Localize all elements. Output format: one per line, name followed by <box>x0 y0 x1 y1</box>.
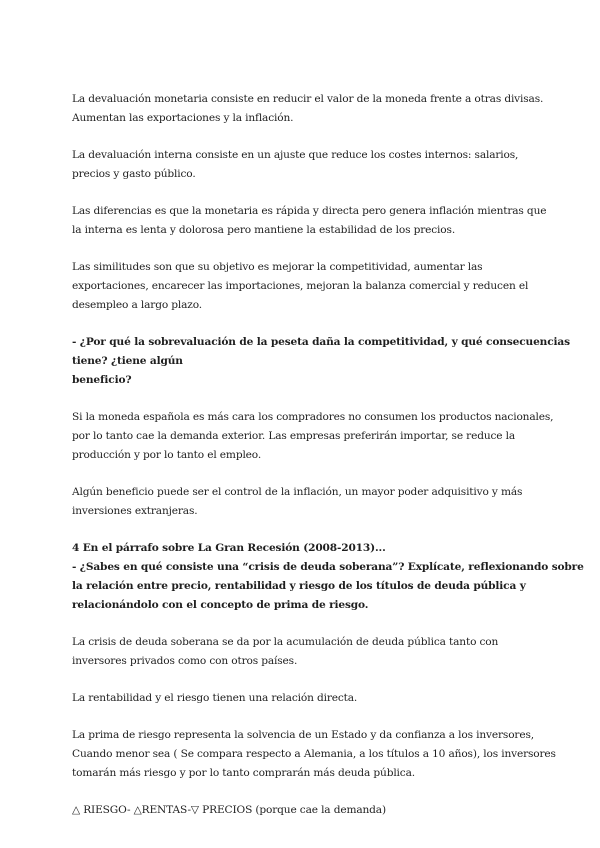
text-line: Cuando menor sea ( Se compara respecto a Alemania, a los títulos a 10 años), los inversores <box>72 748 556 760</box>
question-line: 4 En el párrafo sobre La Gran Recesión (2008-2013)... <box>72 542 386 554</box>
answer-prima-riesgo <box>72 726 556 783</box>
text-line: exportaciones, encarecer las importaciones, mejoran la balanza comercial y reducen el <box>72 280 529 292</box>
text-line: La rentabilidad y el riesgo tienen una relación directa. <box>72 692 358 704</box>
question-deuda-soberana <box>72 539 584 615</box>
text-line: la interna es lenta y dolorosa pero mantiene la estabilidad de los precios. <box>72 224 456 236</box>
paragraph-devaluacion-interna <box>72 146 534 184</box>
text-line: desempleo a largo plazo. <box>72 299 202 311</box>
text-line: La devaluación monetaria consiste en reducir el valor de la moneda frente a otras divisas. <box>72 93 544 105</box>
text-line: precios y gasto público. <box>72 168 196 180</box>
text-line: Aumentan las exportaciones y la inflación. <box>72 112 294 124</box>
answer-crisis-deuda <box>72 633 534 671</box>
text-line: La prima de riesgo representa la solvencia de un Estado y da confianza a los inversores, <box>72 729 534 741</box>
text-line: producción y por lo tanto el empleo. <box>72 449 262 461</box>
paragraph-diferencias <box>72 202 547 240</box>
paragraph-similitudes <box>72 258 534 315</box>
answer-rentabilidad-riesgo <box>72 689 534 708</box>
text-line: inversores privados como con otros países. <box>72 655 298 667</box>
text-line: La crisis de deuda soberana se da por la acumulación de deuda pública tanto con <box>72 636 499 648</box>
text-line: tomarán más riesgo y por lo tanto comprarán más deuda pública. <box>72 767 415 779</box>
text-line: Algún beneficio puede ser el control de la inflación, un mayor poder adquisitivo y más <box>72 486 523 498</box>
text-line: △ RIESGO- △RENTAS-▽ PRECIOS (porque cae la demanda) <box>72 804 386 816</box>
question-sobrevaluacion <box>72 333 570 390</box>
question-line: - ¿Sabes en qué consiste una “crisis de deuda soberana”? Explícate, reflexionando sobre <box>72 561 584 573</box>
text-line: Si la moneda española es más cara los compradores no consumen los productos nacionales, <box>72 411 554 423</box>
summary-formula <box>72 801 534 820</box>
question-line: - ¿Por qué la sobrevaluación de la peseta daña la competitividad, y qué consecuencias <box>72 336 570 348</box>
answer-beneficio <box>72 483 534 521</box>
question-line: relacionándolo con el concepto de prima de riesgo. <box>72 599 369 611</box>
paragraph-devaluacion-monetaria <box>72 90 544 128</box>
text-line: La devaluación interna consiste en un ajuste que reduce los costes internos: salarios, <box>72 149 519 161</box>
document-page <box>72 90 584 838</box>
text-line: Las diferencias es que la monetaria es rápida y directa pero genera inflación mientras que <box>72 205 547 217</box>
text-line: por lo tanto cae la demanda exterior. Las empresas preferirán importar, se reduce la <box>72 430 516 442</box>
question-line: la relación entre precio, rentabilidad y riesgo de los títulos de deuda pública y <box>72 580 526 592</box>
question-line: tiene? ¿tiene algún <box>72 355 183 367</box>
text-line: Las similitudes son que su objetivo es mejorar la competitividad, aumentar las <box>72 261 483 273</box>
text-line: inversiones extranjeras. <box>72 505 198 517</box>
question-line: beneficio? <box>72 374 132 386</box>
answer-moneda-cara <box>72 408 554 465</box>
